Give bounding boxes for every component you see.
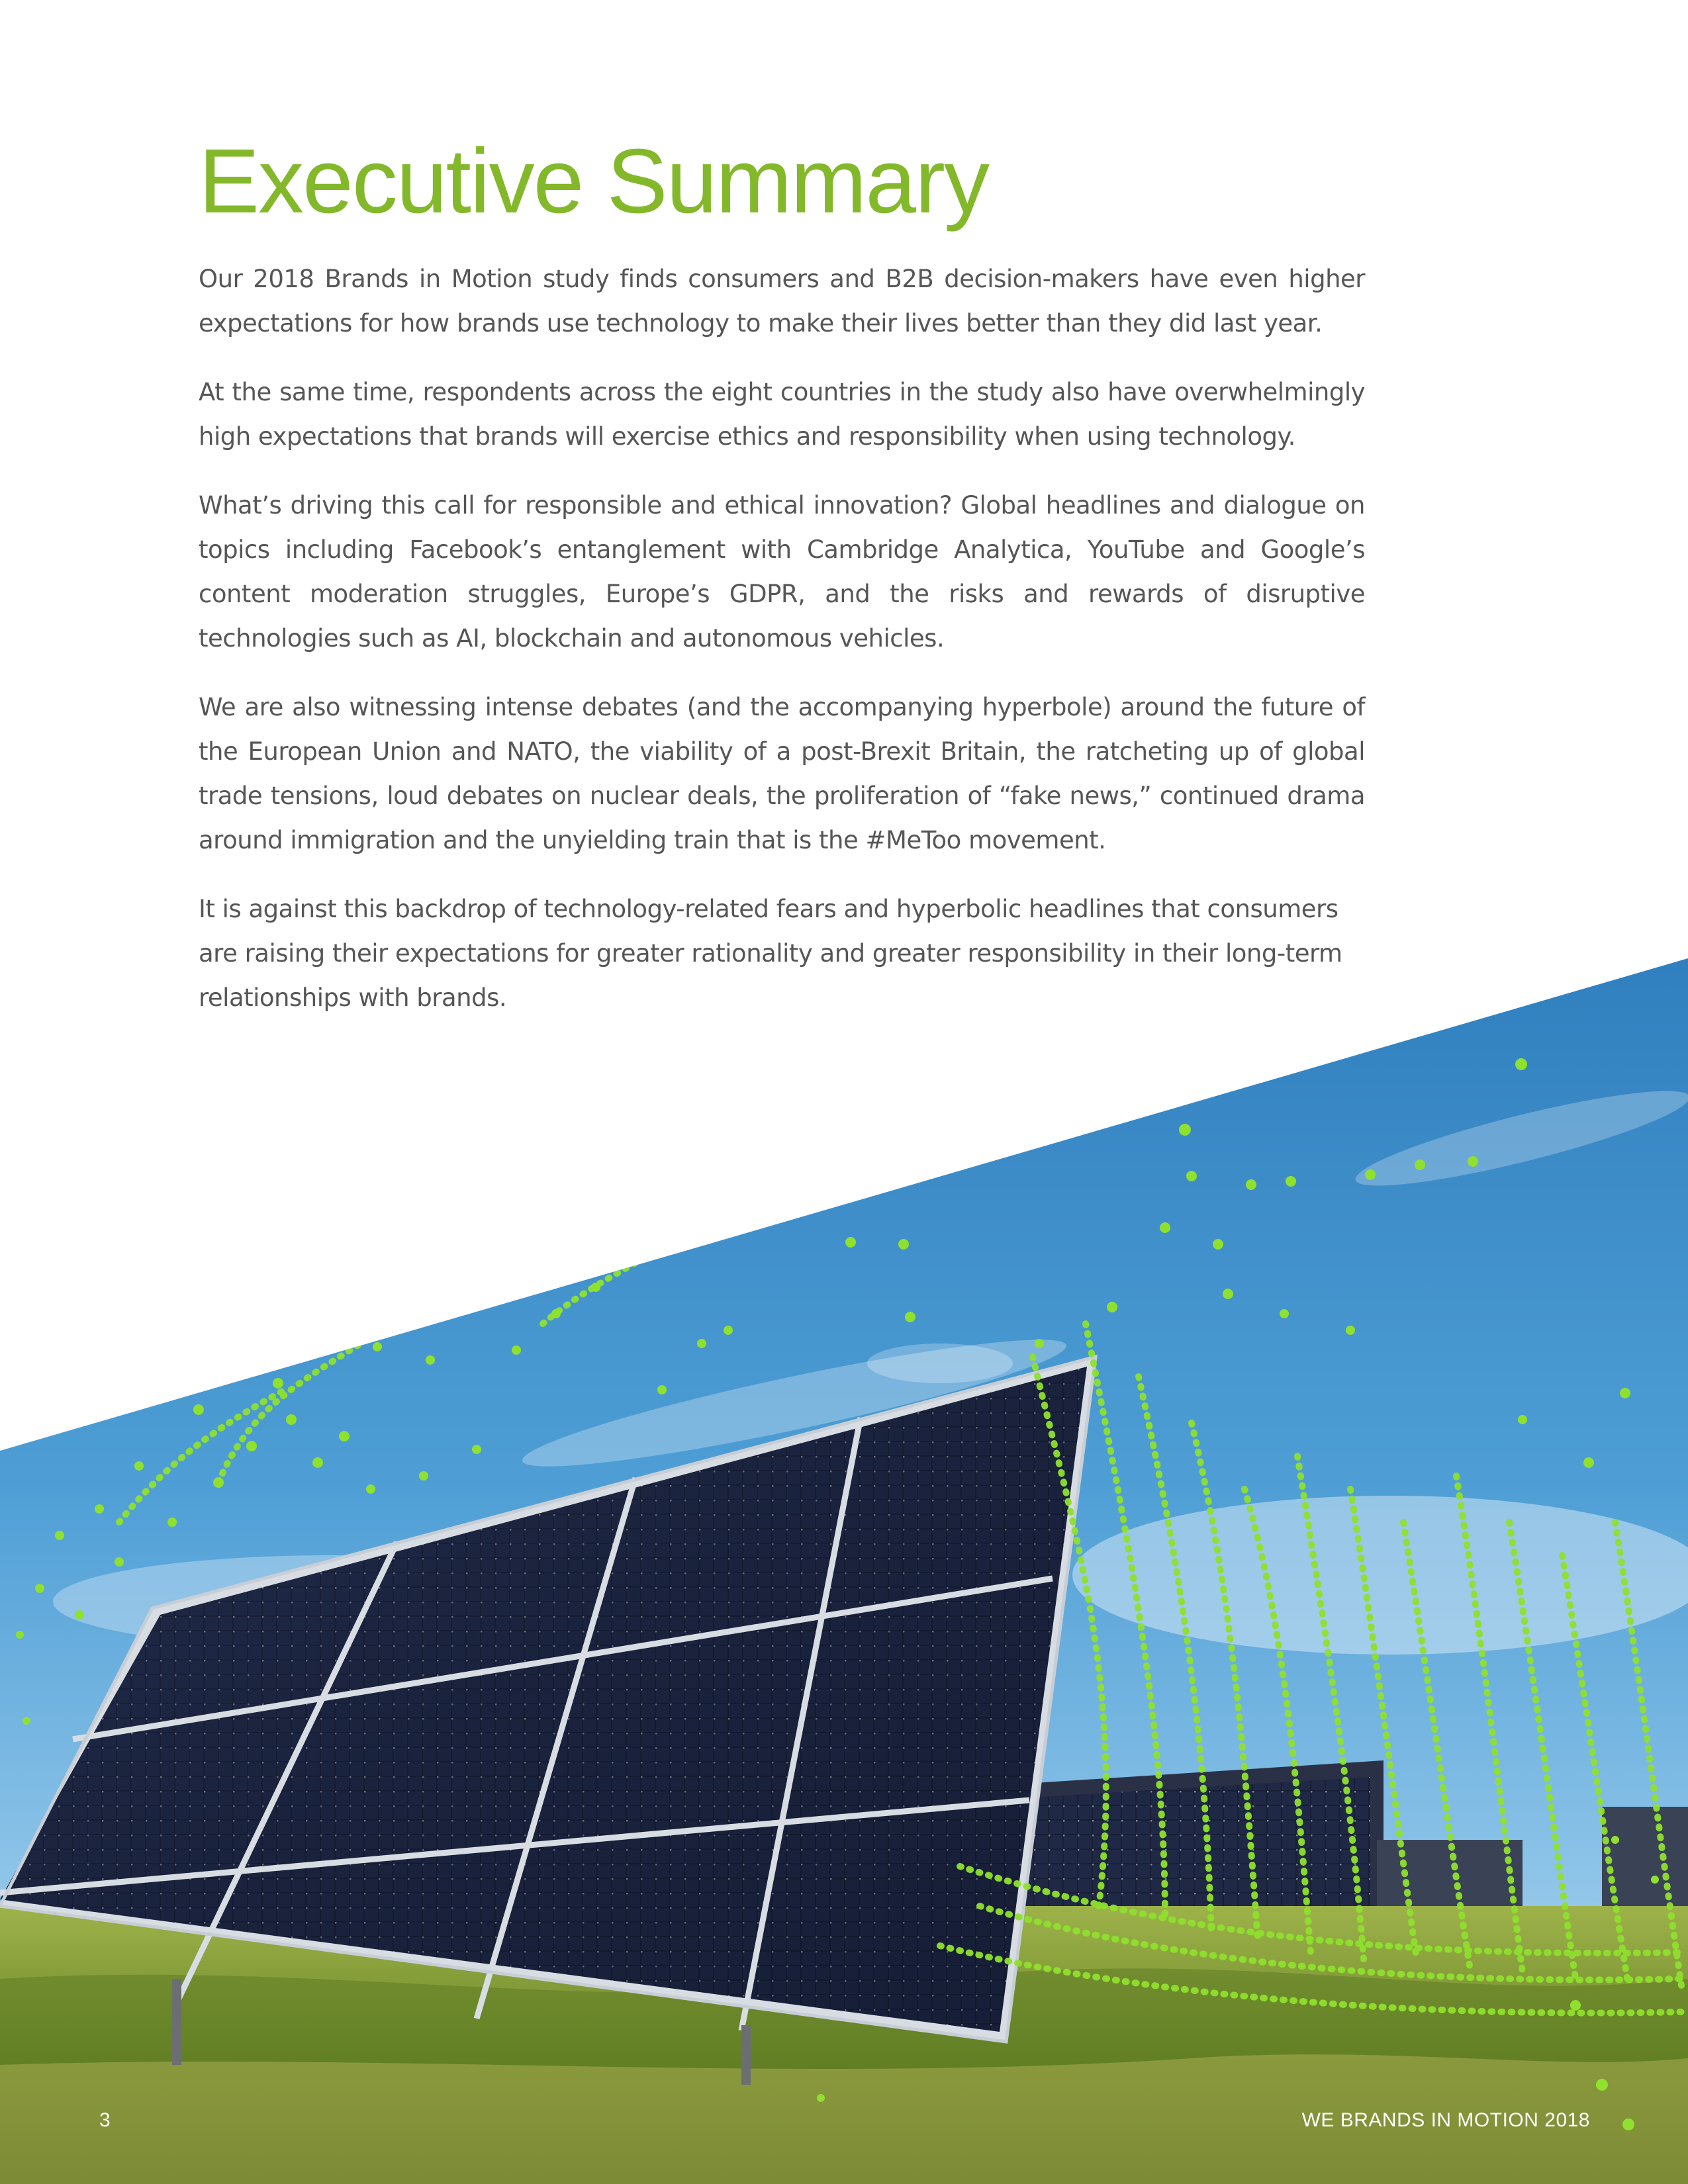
paragraph-1: Our 2018 Brands in Motion study finds consumers and B2B decision-makers have even higher expectations for how brands use technology to make their lives better than they did last year. [199, 265, 1365, 338]
page-title: Executive Summary [199, 130, 989, 232]
paragraph-5: It is against this backdrop of technology-related fears and hyperbolic headlines that consumers are raising their expectations for greater rationality and greater responsibility in their long-term relationships with brands. [199, 895, 1342, 1012]
paragraph-3: What’s driving this call for responsible and ethical innovation? Global headlines and dialogue on topics including Facebook’s entanglement with Cambridge Analytica, YouTube and Google’s content moderation struggles, Europe’s GDPR, and the risks and rewards of disruptive technologies such as AI, blockchain and autonomous vehicles. [199, 491, 1365, 653]
page-number: 3 [99, 2109, 111, 2131]
paragraph-2: At the same time, respondents across the eight countries in the study also have overwhelmingly high expectations that brands will exercise ethics and responsibility when using technology. [199, 378, 1365, 451]
paragraph-4: We are also witnessing intense debates (and the accompanying hyperbole) around the future of the European Union and NATO, the viability of a post-Brexit Britain, the ratcheting up of global trade tensions, loud debates on nuclear deals, the proliferation of “fake news,” continued drama around immigration and the unyielding train that is the #MeToo movement. [199, 693, 1365, 854]
publication-title: WE BRANDS IN MOTION 2018 [1301, 2109, 1590, 2131]
